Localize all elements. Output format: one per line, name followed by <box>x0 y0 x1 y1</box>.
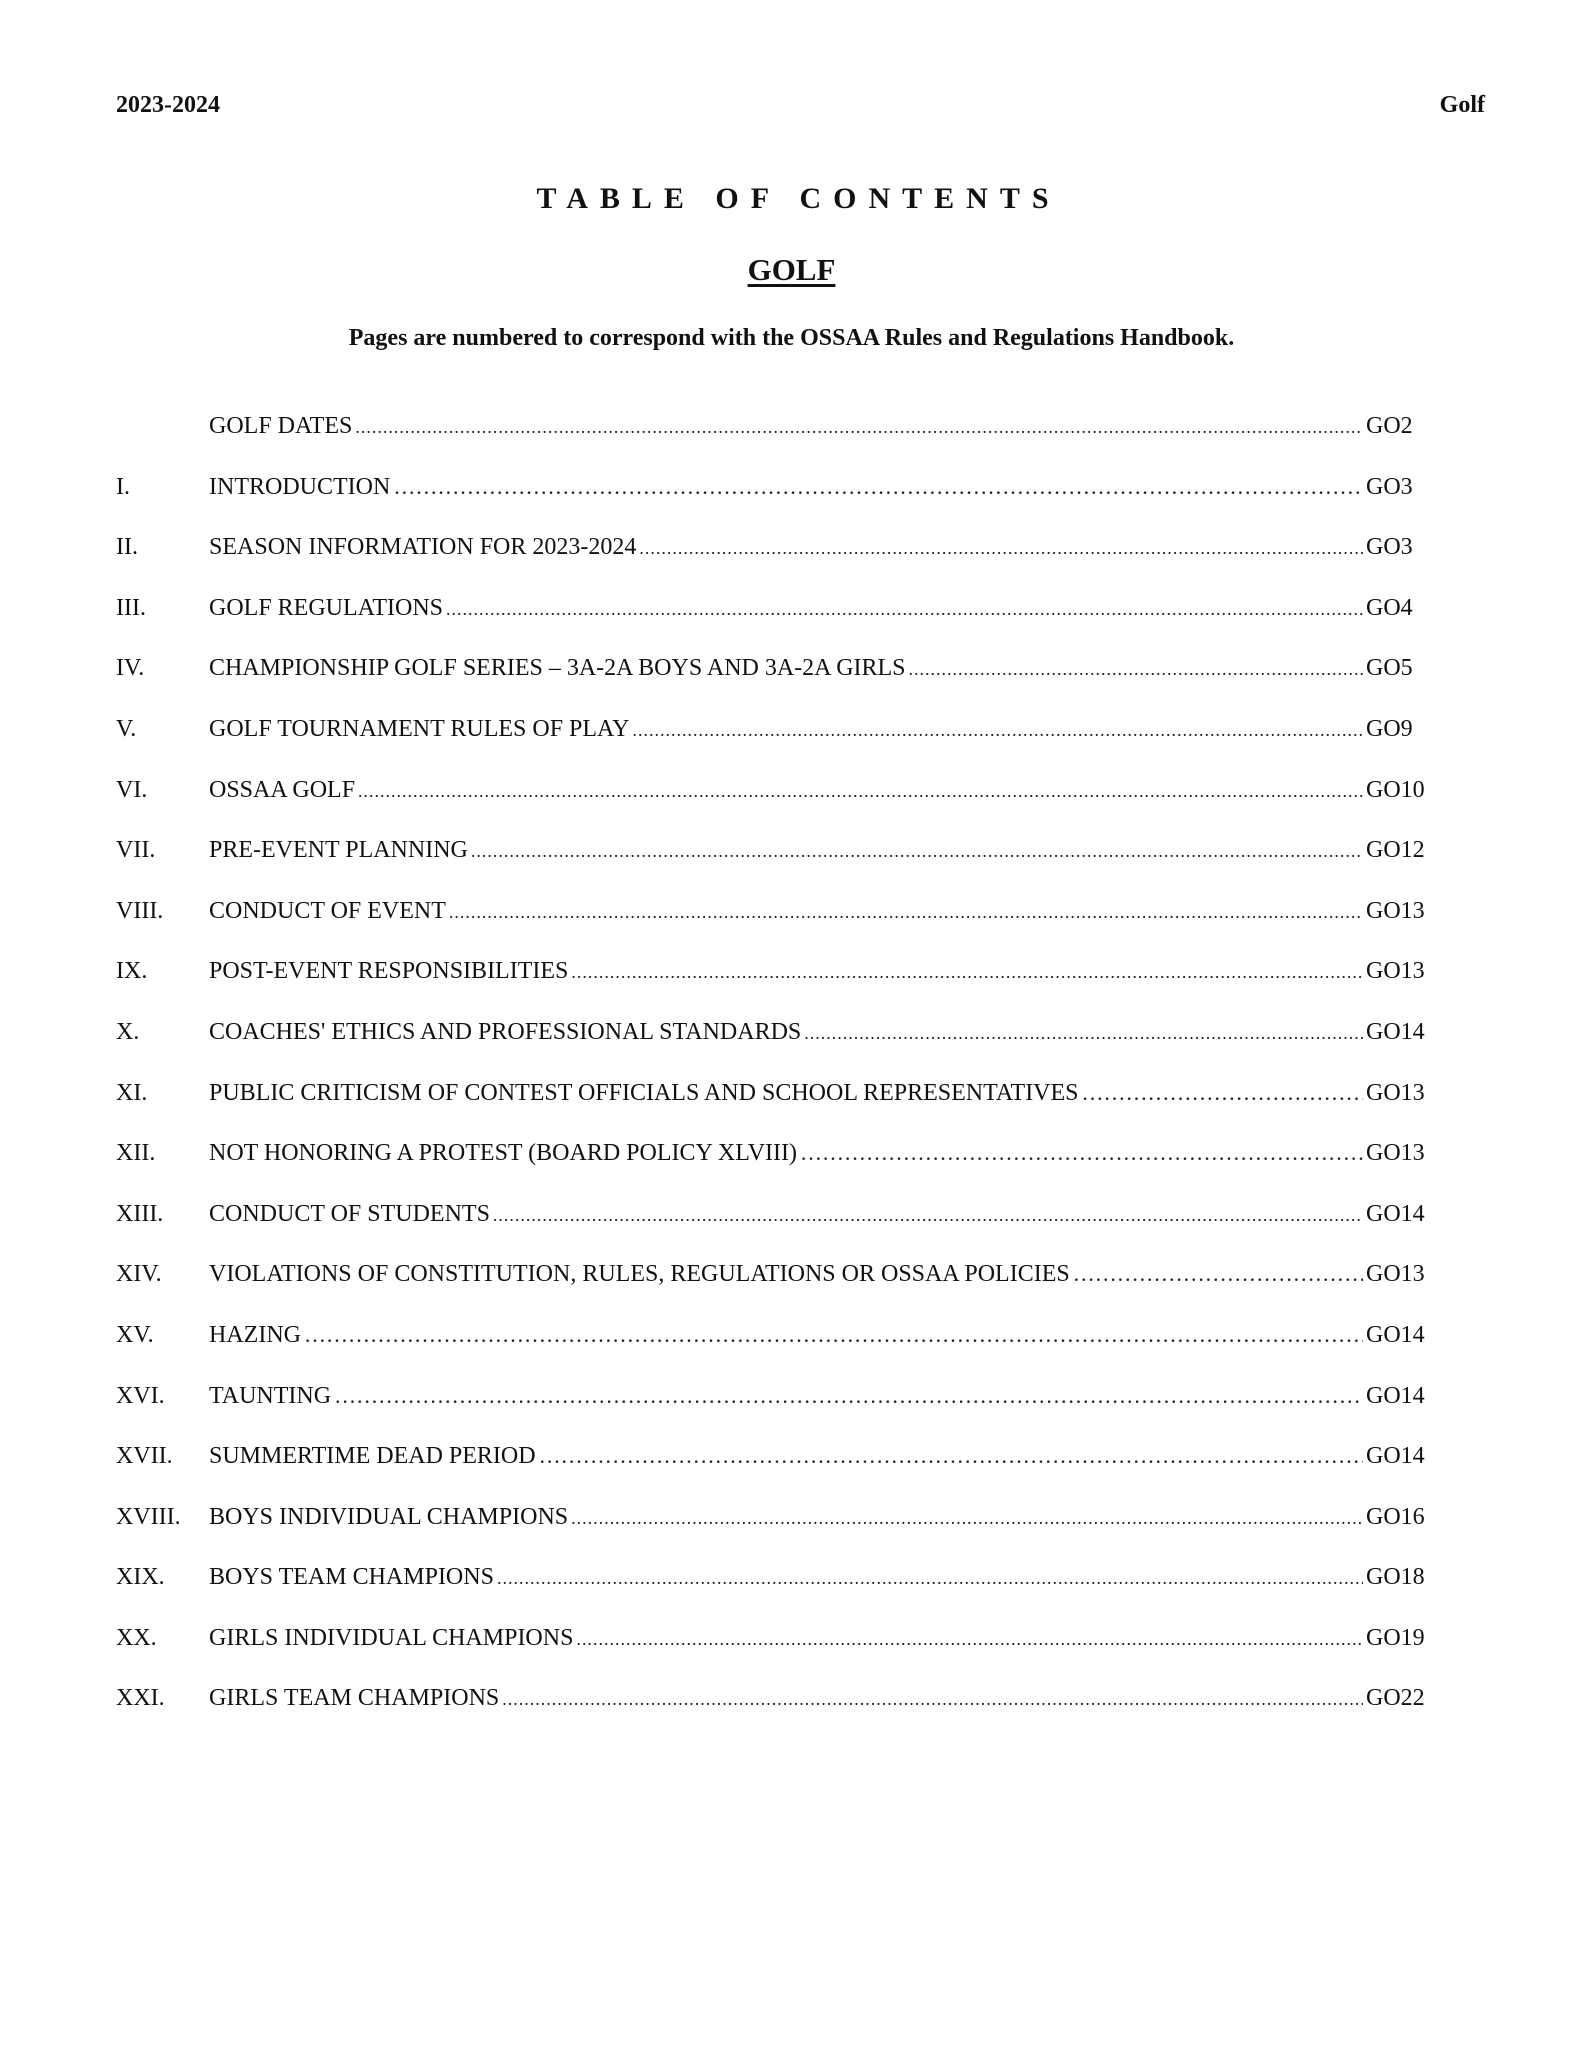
toc-entry-numeral: XIV. <box>116 1261 162 1288</box>
dot-leader <box>571 962 1363 983</box>
toc-entry-post-event-responsibilities[interactable] <box>116 958 1432 1019</box>
toc-entry-title: BOYS TEAM CHAMPIONS <box>209 1564 494 1591</box>
toc-entry-rules-of-play[interactable] <box>116 716 1432 777</box>
toc-entry-numeral: III. <box>116 594 146 621</box>
toc-entry-page: GO9 <box>1366 715 1413 742</box>
dot-leader <box>304 1322 1363 1348</box>
toc-entry-numeral: IV. <box>116 655 145 682</box>
dot-leader <box>576 1629 1363 1650</box>
toc-entry-title: CONDUCT OF EVENT <box>209 897 446 924</box>
dot-leader <box>493 1205 1363 1226</box>
toc-heading: TABLE OF CONTENTS <box>536 182 1061 215</box>
toc-entry-not-honoring-protest[interactable] <box>116 1140 1432 1201</box>
toc-entry-conduct-of-students[interactable] <box>116 1201 1432 1262</box>
toc-entry-boys-individual-champions[interactable] <box>116 1504 1432 1565</box>
dot-leader <box>539 1443 1363 1469</box>
toc-entry-numeral: XII. <box>116 1140 156 1167</box>
toc-entry-page: GO13 <box>1366 1140 1425 1167</box>
toc-entry-page: GO14 <box>1366 1382 1425 1409</box>
toc-entry-title: CONDUCT OF STUDENTS <box>209 1200 490 1227</box>
toc-entry-pre-event-planning[interactable] <box>116 837 1432 898</box>
toc-entry-title: POST-EVENT RESPONSIBILITIES <box>209 958 569 985</box>
toc-entry-title: OSSAA GOLF <box>209 776 356 803</box>
toc-entry-summertime-dead-period[interactable] <box>116 1443 1432 1504</box>
toc-entry-numeral: X. <box>116 1018 140 1045</box>
dot-leader <box>502 1689 1363 1710</box>
toc-entry-numeral: XI. <box>116 1079 148 1106</box>
toc-entry-numeral: XVII. <box>116 1443 173 1470</box>
toc-entry-championship-golf-series[interactable] <box>116 655 1432 716</box>
toc-entry-page: GO14 <box>1366 1200 1425 1227</box>
toc-entry-introduction[interactable] <box>116 474 1432 535</box>
dot-leader <box>1073 1261 1363 1287</box>
toc-entry-girls-team-champions[interactable] <box>116 1685 1432 1746</box>
dot-leader <box>358 781 1363 802</box>
toc-entry-title: NOT HONORING A PROTEST (BOARD POLICY XLVIII) <box>209 1140 798 1167</box>
toc-entry-taunting[interactable] <box>116 1383 1432 1444</box>
toc-entry-page: GO22 <box>1366 1685 1425 1712</box>
dot-leader <box>909 659 1363 680</box>
dot-leader <box>804 1023 1363 1044</box>
toc-entry-numeral: XXI. <box>116 1685 165 1712</box>
toc-entry-page: GO12 <box>1366 837 1425 864</box>
toc-entry-ossaa-golf[interactable] <box>116 777 1432 838</box>
toc-entry-title: COACHES' ETHICS AND PROFESSIONAL STANDARDS <box>209 1018 802 1045</box>
toc-entry-hazing[interactable] <box>116 1322 1432 1383</box>
dot-leader <box>497 1568 1363 1589</box>
dot-leader <box>355 417 1363 438</box>
toc-entry-numeral: I. <box>116 473 130 500</box>
toc-entry-page: GO5 <box>1366 655 1413 682</box>
toc-entry-coaches-ethics[interactable] <box>116 1019 1432 1080</box>
dot-leader <box>393 474 1363 500</box>
toc-entry-page: GO13 <box>1366 1079 1425 1106</box>
dot-leader <box>471 841 1363 862</box>
toc-entry-title: VIOLATIONS OF CONSTITUTION, RULES, REGULATIONS OR OSSAA POLICIES <box>209 1261 1070 1288</box>
toc-entry-numeral: VII. <box>116 837 156 864</box>
toc-entry-title: GOLF REGULATIONS <box>209 594 443 621</box>
toc-entry-page: GO18 <box>1366 1564 1425 1591</box>
toc-entry-title: GIRLS INDIVIDUAL CHAMPIONS <box>209 1624 574 1651</box>
header-sport: Golf <box>1439 92 1485 118</box>
toc-entry-conduct-of-event[interactable] <box>116 898 1432 959</box>
toc-entry-title: GOLF DATES <box>209 413 353 439</box>
toc-entry-title: GOLF TOURNAMENT RULES OF PLAY <box>209 715 630 742</box>
toc-entry-violations[interactable] <box>116 1261 1432 1322</box>
dot-leader <box>1082 1080 1363 1106</box>
toc-entry-numeral: XVIII. <box>116 1503 181 1530</box>
dot-leader <box>639 538 1363 559</box>
toc-entry-title: PUBLIC CRITICISM OF CONTEST OFFICIALS AND SCHOOL REPRESENTATIVES <box>209 1079 1079 1106</box>
toc-entry-title: GIRLS TEAM CHAMPIONS <box>209 1685 500 1712</box>
toc-entry-golf-dates[interactable] <box>116 413 1432 474</box>
toc-entry-numeral: VIII. <box>116 897 164 924</box>
toc-entry-title: SEASON INFORMATION FOR 2023-2024 <box>209 534 637 561</box>
toc-entry-numeral: V. <box>116 715 137 742</box>
toc-list <box>116 413 1432 1746</box>
toc-entry-numeral: II. <box>116 534 138 561</box>
toc-entry-title: INTRODUCTION <box>209 473 391 500</box>
toc-entry-public-criticism[interactable] <box>116 1080 1432 1141</box>
sport-title: GOLF <box>747 252 836 287</box>
toc-entry-season-information[interactable] <box>116 534 1432 595</box>
toc-entry-title: BOYS INDIVIDUAL CHAMPIONS <box>209 1503 569 1530</box>
toc-entry-page: GO13 <box>1366 897 1425 924</box>
toc-entry-page: GO3 <box>1366 473 1413 500</box>
toc-entry-numeral: IX. <box>116 958 148 985</box>
toc-entry-page: GO16 <box>1366 1503 1425 1530</box>
toc-entry-girls-individual-champions[interactable] <box>116 1625 1432 1686</box>
toc-entry-golf-regulations[interactable] <box>116 595 1432 656</box>
dot-leader <box>571 1508 1363 1529</box>
toc-entry-page: GO10 <box>1366 776 1425 803</box>
toc-entry-title: CHAMPIONSHIP GOLF SERIES – 3A-2A BOYS AND 3A-2A GIRLS <box>209 655 906 682</box>
dot-leader <box>449 902 1363 923</box>
header-year: 2023-2024 <box>116 92 220 118</box>
toc-entry-boys-team-champions[interactable] <box>116 1564 1432 1625</box>
toc-entry-numeral: XIII. <box>116 1200 164 1227</box>
dot-leader <box>800 1140 1363 1166</box>
toc-entry-numeral: VI. <box>116 776 148 803</box>
dot-leader <box>446 599 1363 620</box>
toc-entry-numeral: XX. <box>116 1624 157 1651</box>
toc-entry-page: GO19 <box>1366 1624 1425 1651</box>
toc-entry-title: TAUNTING <box>209 1382 332 1409</box>
toc-entry-numeral: XIX. <box>116 1564 165 1591</box>
subtitle: Pages are numbered to correspond with the OSSAA Rules and Regulations Handbook. <box>348 325 1235 351</box>
toc-entry-page: GO2 <box>1366 413 1413 439</box>
toc-entry-page: GO14 <box>1366 1321 1425 1348</box>
toc-entry-page: GO14 <box>1366 1018 1425 1045</box>
toc-entry-page: GO4 <box>1366 594 1413 621</box>
toc-entry-page: GO14 <box>1366 1443 1425 1470</box>
dot-leader <box>334 1383 1363 1409</box>
toc-entry-numeral: XV. <box>116 1321 154 1348</box>
toc-entry-page: GO3 <box>1366 534 1413 561</box>
toc-entry-numeral: XVI. <box>116 1382 165 1409</box>
toc-entry-title: SUMMERTIME DEAD PERIOD <box>209 1443 536 1470</box>
toc-entry-page: GO13 <box>1366 958 1425 985</box>
toc-entry-title: PRE-EVENT PLANNING <box>209 837 468 864</box>
toc-entry-page: GO13 <box>1366 1261 1425 1288</box>
toc-entry-title: HAZING <box>209 1321 301 1348</box>
dot-leader <box>633 720 1363 741</box>
